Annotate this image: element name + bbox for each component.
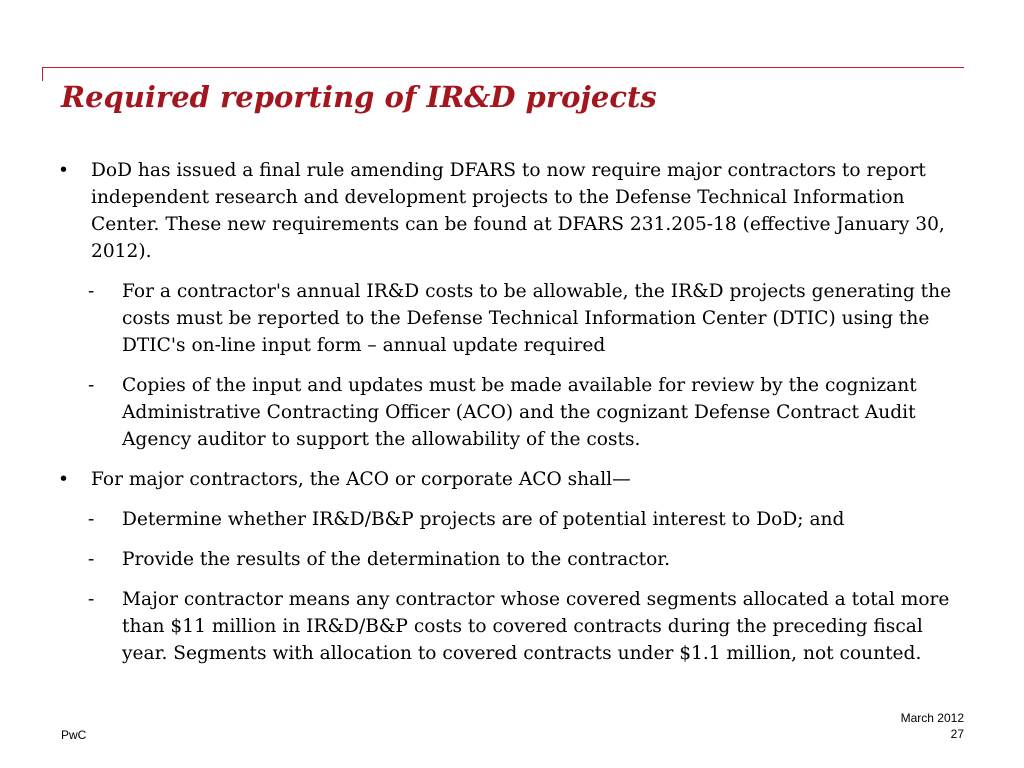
sub-bullet-text: For a contractor's annual IR&D costs to be allowable, the IR&D projects generating the costs must be reported to the Defense Technical Information Center (DTIC) using the DTIC's on-line input form – annual update required xyxy=(122,281,952,356)
footer-brand: PwC xyxy=(61,728,87,742)
dash-marker: - xyxy=(88,509,95,530)
sub-bullet-item xyxy=(58,278,964,359)
sub-bullet-item xyxy=(58,372,964,453)
bullet-text: For major contractors, the ACO or corporate ACO shall— xyxy=(91,469,631,490)
bullet-marker: • xyxy=(58,160,69,181)
dash-marker: - xyxy=(88,589,95,610)
sub-bullet-text: Major contractor means any contractor whose covered segments allocated a total more than $11 million in IR&D/B&P costs to covered contracts during the preceding fiscal year. Segments with allocation to covered contracts under $1.1 million, not counted. xyxy=(122,589,950,664)
bullet-item xyxy=(58,157,964,265)
header-rule xyxy=(42,67,964,68)
footer-date: March 2012 xyxy=(900,711,964,725)
slide-title: Required reporting of IR&D projects xyxy=(61,80,657,114)
sub-bullet-item xyxy=(58,506,964,533)
header-rule-tick xyxy=(42,67,43,81)
bullet-item xyxy=(58,466,964,493)
bullet-text: DoD has issued a final rule amending DFARS to now require major contractors to report independent research and development projects to the Defense Technical Information Center. These new requirements can be found at DFARS 231.205-18 (effective January 30, 2012). xyxy=(91,160,945,262)
sub-bullet-item xyxy=(58,586,964,667)
page-number: 27 xyxy=(950,727,964,741)
dash-marker: - xyxy=(88,281,95,302)
dash-marker: - xyxy=(88,375,95,396)
sub-bullet-item xyxy=(58,546,964,573)
bullet-marker: • xyxy=(58,469,69,490)
dash-marker: - xyxy=(88,549,95,570)
sub-bullet-text: Provide the results of the determination to the contractor. xyxy=(122,549,671,570)
slide-body xyxy=(58,157,964,680)
sub-bullet-text: Determine whether IR&D/B&P projects are of potential interest to DoD; and xyxy=(122,509,845,530)
sub-bullet-text: Copies of the input and updates must be made available for review by the cognizant Administrative Contracting Officer (ACO) and the cognizant Defense Contract Audit Agency auditor to support the allowability of the costs. xyxy=(122,375,917,450)
